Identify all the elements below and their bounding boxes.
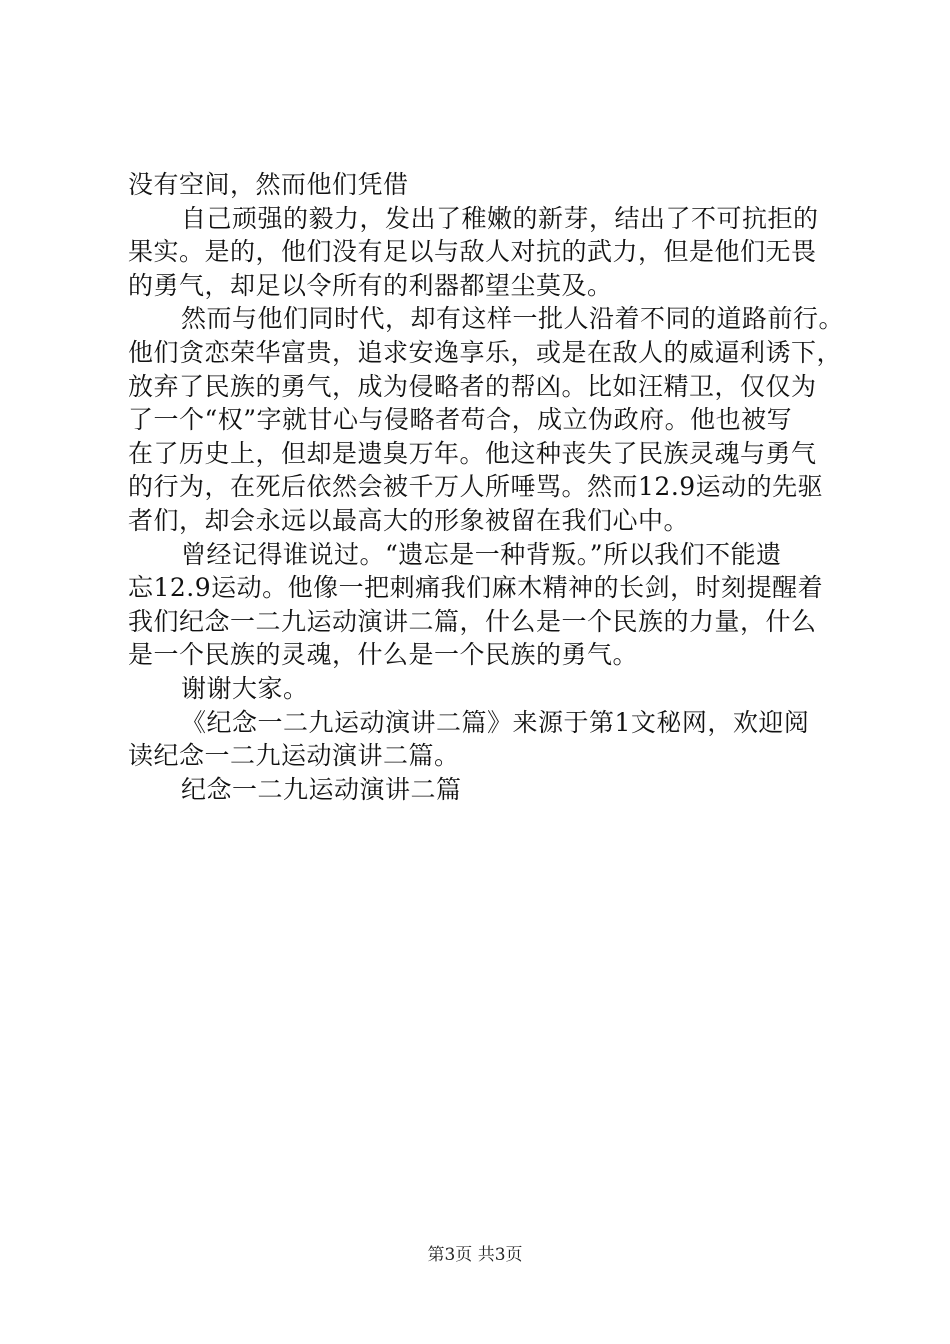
text-line: 在了历史上，但却是遗臭万年。他这种丧失了民族灵魂与勇气 [128,438,817,468]
text-line: 曾经记得谁说过。“遗忘是一种背叛。”所以我们不能遗 [181,539,782,569]
text-line: 自己顽强的毅力，发出了稚嫩的新芽，结出了不可抗拒的 [181,203,819,233]
text-line: 果实。是的，他们没有足以与敌人对抗的武力，但是他们无畏 [128,237,817,267]
document-body [128,168,848,806]
text-line: 了一个“权”字就甘心与侵略者苟合，成立伪政府。他也被写 [128,405,793,435]
text-line: 《纪念一二九运动演讲二篇》来源于第1文秘网，欢迎阅 [181,707,810,737]
text-line: 者们，却会永远以最高大的形象被留在我们心中。 [128,505,690,535]
text-line: 我们纪念一二九运动演讲二篇，什么是一个民族的力量，什么 [128,606,817,636]
text-line: 读纪念一二九运动演讲二篇。 [128,741,460,771]
text-line: 的勇气，却足以令所有的利器都望尘莫及。 [128,270,613,300]
page-footer: 第3页 共3页 [427,1245,523,1265]
text-line: 的行为，在死后依然会被千万人所唾骂。然而12.9运动的先驱 [128,472,824,502]
text-line: 谢谢大家。 [181,673,309,703]
text-line: 然而与他们同时代，却有这样一批人沿着不同的道路前行。 [181,304,845,334]
text-line: 是一个民族的灵魂，什么是一个民族的勇气。 [128,640,639,670]
text-line: 放弃了民族的勇气，成为侵略者的帮凶。比如汪精卫，仅仅为 [128,371,817,401]
text-line: 他们贪恋荣华富贵，追求安逸享乐，或是在敌人的威逼利诱下， [128,337,843,367]
text-line: 纪念一二九运动演讲二篇 [181,774,462,804]
text-line: 忘12.9运动。他像一把刺痛我们麻木精神的长剑，时刻提醒着 [128,573,824,603]
text-line: 没有空间，然而他们凭借 [128,170,409,199]
